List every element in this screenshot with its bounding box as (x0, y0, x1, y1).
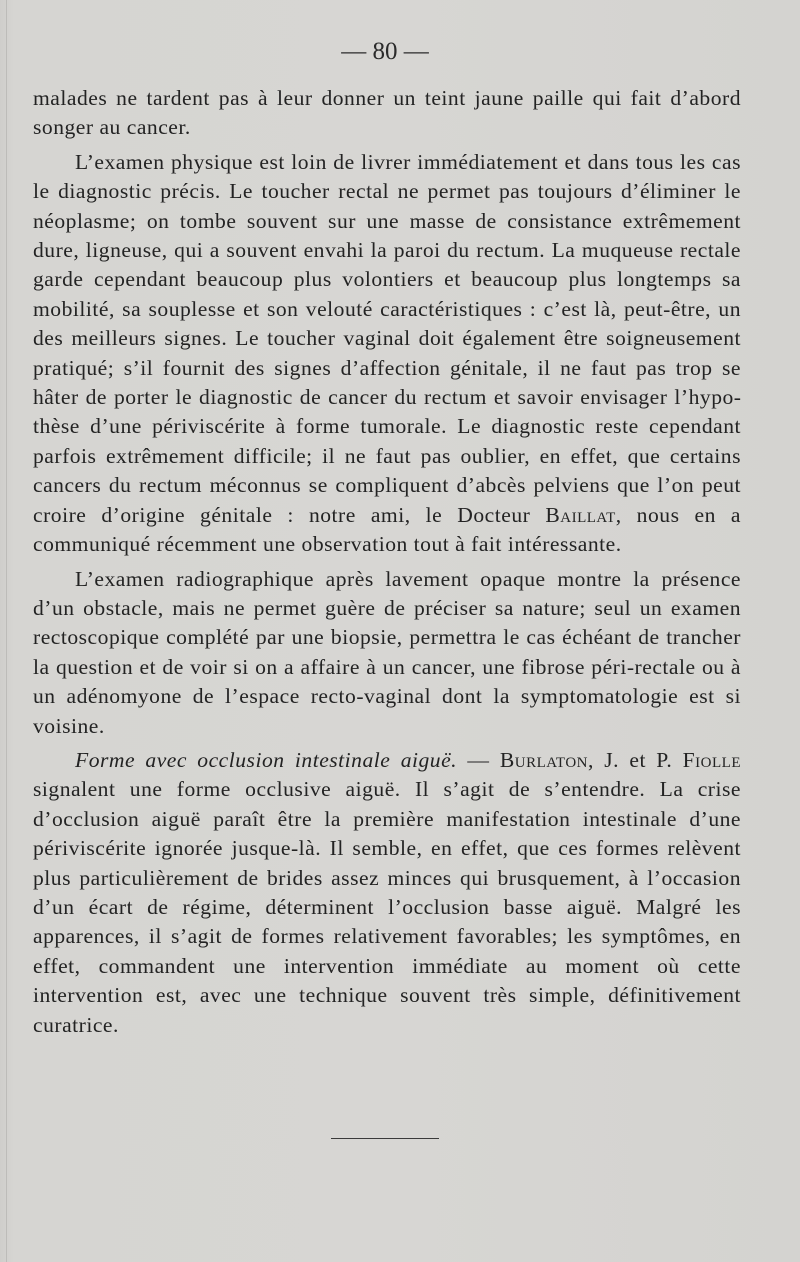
body-text (33, 84, 741, 1040)
author-initials: , J. et P. (588, 747, 683, 772)
paragraph-1-text: malades ne tardent pas à leur donner un teint jaune paille qui fait d’abord songer au cancer. (33, 86, 741, 140)
paragraph-3 (33, 565, 741, 741)
paragraph-2-text: L’examen physique est loin de livrer immédiatement et dans tous les cas le diagnostic précis. Le toucher rectal ne permet pas toujours d’éliminer le néoplasme; on tombe souvent sur une masse de consistance extrêmement dure, ligneuse, qui a souvent envahi la paroi du rectum. La muqueuse rectale garde cependant beaucoup plus volontiers et beaucoup plus longtemps sa mobilité, sa souplesse et son velouté caractéristiques : c’est là, peut-être, un des meilleurs signes. Le toucher vaginal doit également être soigneusement pratiqué; s’il fournit des signes d’affection génitale, il ne faut pas trop se hâter de porter le diagnostic de cancer du rectum et savoir envisager l’hypothèse d’une périviscérite à forme tumorale. Le diagnostic reste cependant parfois extrêmement difficile; il ne faut pas oublier, en effet, que certains cancers du rectum méconnus se compliquent d’abcès pelviens que l’on peut croire d’origine génitale : notre ami, le Docteur (33, 149, 741, 527)
paragraph-2-text-after: , nous en a communiqué récemment une observation tout à fait intéressante. (33, 502, 741, 557)
paragraph-2 (33, 148, 741, 560)
paragraph-4-text: signalent une forme occlusive aiguë. Il s’agit de s’entendre. La crise d’occlusion aiguë paraît être la première manifestation intestinale d’une périviscérite ignorée jusque-là. Il semble, en effet, que ces formes relèvent plus particulièrement de brides assez minces qui brusquement, à l’occasion d’un écart de régime, déterminent l’occlusion basse aiguë. Malgré les apparences, il s’agit de formes relativement favorables; les symptômes, en effet, commandent une intervention immédiate au moment où cette intervention est, avec une technique souvent très simple, définitivement curatrice. (33, 777, 741, 1037)
page-edge-line (6, 0, 7, 1262)
paragraph-3-text: L’examen radiographique après lavement opaque montre la présence d’un obstacle, mais ne permet guère de préciser sa nature; seul un examen rectoscopique complété par une biopsie, permettra le cas échéant de trancher la question et de voir si on a affaire à un cancer, une fibrose péri-rectale ou à un adénomyone de l’espace recto-vaginal dont la symptomatologie est si voisine. (33, 566, 741, 738)
author-name-baillat: Baillat (545, 502, 616, 527)
heading-dash: — (457, 747, 500, 772)
paragraph-1 (33, 84, 741, 143)
paragraph-4 (33, 746, 741, 1040)
author-name-burlaton: Burlaton (499, 747, 588, 772)
section-heading: Forme avec occlusion intestinale aiguë. (75, 747, 458, 772)
page-number: — 80 — (341, 38, 429, 65)
end-rule (331, 1138, 439, 1139)
author-name-fiolle: Fiolle (682, 747, 741, 772)
